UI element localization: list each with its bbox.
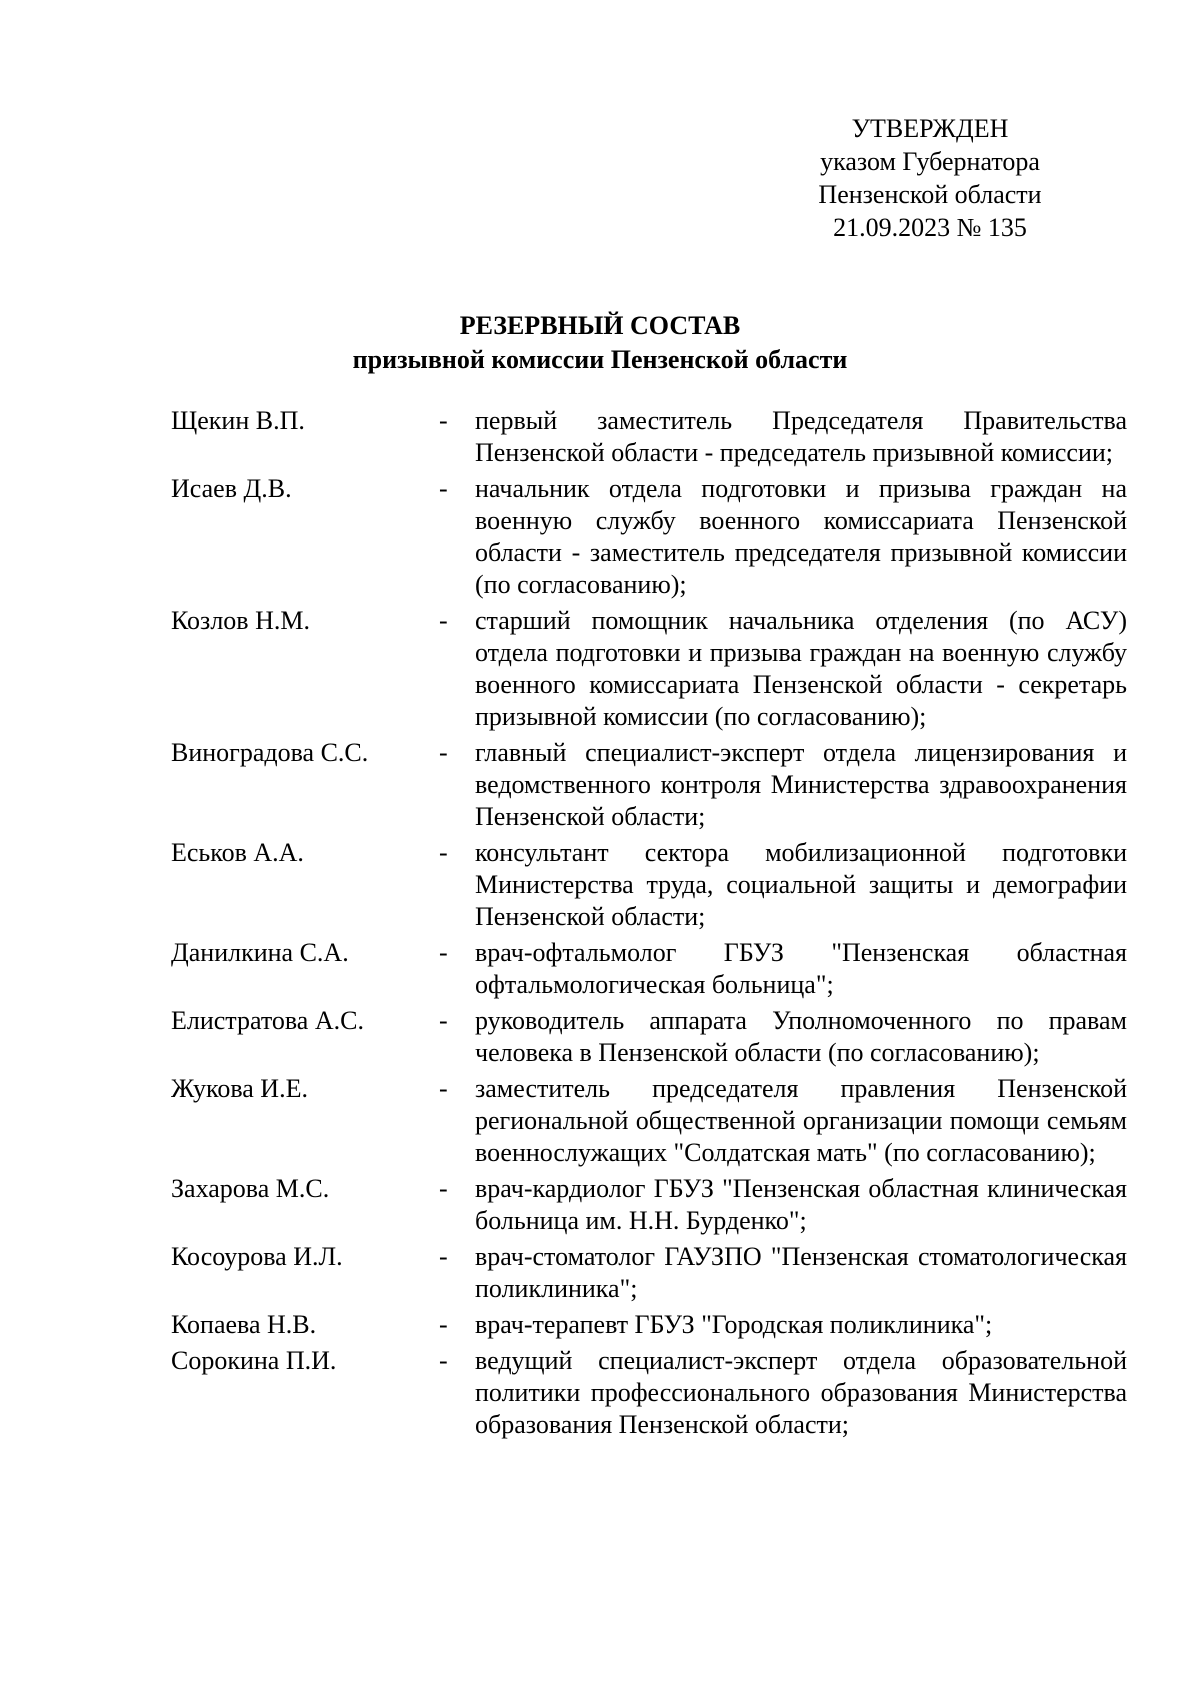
member-dash: -: [439, 738, 448, 767]
approval-line-date-number: 21.09.2023 № 135: [833, 213, 1027, 242]
member-dash: -: [439, 1074, 448, 1103]
member-name: Исаев Д.В.: [171, 474, 292, 503]
member-dash: -: [439, 1346, 448, 1375]
approval-line-approved: УТВЕРЖДЕН: [851, 114, 1009, 143]
member-row: [171, 837, 1131, 933]
document-title: [0, 309, 1200, 377]
member-dash: -: [439, 938, 448, 967]
member-row: [171, 1345, 1131, 1441]
member-row: [171, 1005, 1131, 1069]
member-dash: -: [439, 1174, 448, 1203]
member-role: начальник отдела подготовки и призыва граждан на военную службу военного комиссариата Пензенской области - заместитель председателя призывной комиссии (по согласованию);: [475, 474, 1127, 599]
title-subtitle: призывной комиссии Пензенской области: [352, 345, 848, 374]
member-role: врач-терапевт ГБУЗ "Городская поликлиника";: [475, 1310, 993, 1339]
member-row: [171, 1073, 1131, 1169]
member-role: заместитель председателя правления Пензенской региональной общественной организации помощи семьям военнослужащих "Солдатская мать" (по согласованию);: [475, 1074, 1127, 1167]
member-name: Косоурова И.Л.: [171, 1242, 343, 1271]
member-row: [171, 937, 1131, 1001]
member-name: Копаева Н.В.: [171, 1310, 317, 1339]
approval-line-region: Пензенской области: [818, 180, 1042, 209]
member-name: Щекин В.П.: [171, 406, 305, 435]
member-row: [171, 405, 1131, 469]
approval-stamp: [780, 112, 1080, 244]
member-role: первый заместитель Председателя Правительства Пензенской области - председатель призывной комиссии;: [475, 406, 1127, 467]
member-role: главный специалист-эксперт отдела лицензирования и ведомственного контроля Министерства здравоохранения Пензенской области;: [475, 738, 1127, 831]
member-row: [171, 1241, 1131, 1305]
members-list: [171, 405, 1131, 1441]
member-role: руководитель аппарата Уполномоченного по правам человека в Пензенской области (по согласованию);: [475, 1006, 1127, 1067]
member-name: Елистратова А.С.: [171, 1006, 364, 1035]
member-row: [171, 473, 1131, 601]
approval-line-decree: указом Губернатора: [820, 147, 1040, 176]
title-main: РЕЗЕРВНЫЙ СОСТАВ: [459, 311, 741, 340]
member-role: врач-кардиолог ГБУЗ "Пензенская областная клиническая больница им. Н.Н. Бурденко";: [475, 1174, 1127, 1235]
member-name: Козлов Н.М.: [171, 606, 310, 635]
member-dash: -: [439, 838, 448, 867]
member-role: врач-стоматолог ГАУЗПО "Пензенская стоматологическая поликлиника";: [475, 1242, 1127, 1303]
member-dash: -: [439, 1310, 448, 1339]
member-dash: -: [439, 1242, 448, 1271]
member-role: ведущий специалист-эксперт отдела образовательной политики профессионального образования Министерства образования Пензенской области;: [475, 1346, 1127, 1439]
member-name: Жукова И.Е.: [171, 1074, 308, 1103]
member-dash: -: [439, 606, 448, 635]
member-dash: -: [439, 474, 448, 503]
member-name: Еськов А.А.: [171, 838, 304, 867]
member-name: Данилкина С.А.: [171, 938, 349, 967]
member-dash: -: [439, 1006, 448, 1035]
member-row: [171, 1173, 1131, 1237]
member-dash: -: [439, 406, 448, 435]
member-name: Сорокина П.И.: [171, 1346, 337, 1375]
member-row: [171, 605, 1131, 733]
member-role: консультант сектора мобилизационной подготовки Министерства труда, социальной защиты и демографии Пензенской области;: [475, 838, 1127, 931]
member-name: Виноградова С.С.: [171, 738, 369, 767]
member-role: врач-офтальмолог ГБУЗ "Пензенская областная офтальмологическая больница";: [475, 938, 1127, 999]
member-role: старший помощник начальника отделения (по АСУ) отдела подготовки и призыва граждан на военную службу военного комиссариата Пензенской области - секретарь призывной комиссии (по согласованию);: [475, 606, 1127, 731]
member-row: [171, 1309, 1131, 1341]
member-name: Захарова М.С.: [171, 1174, 330, 1203]
member-row: [171, 737, 1131, 833]
